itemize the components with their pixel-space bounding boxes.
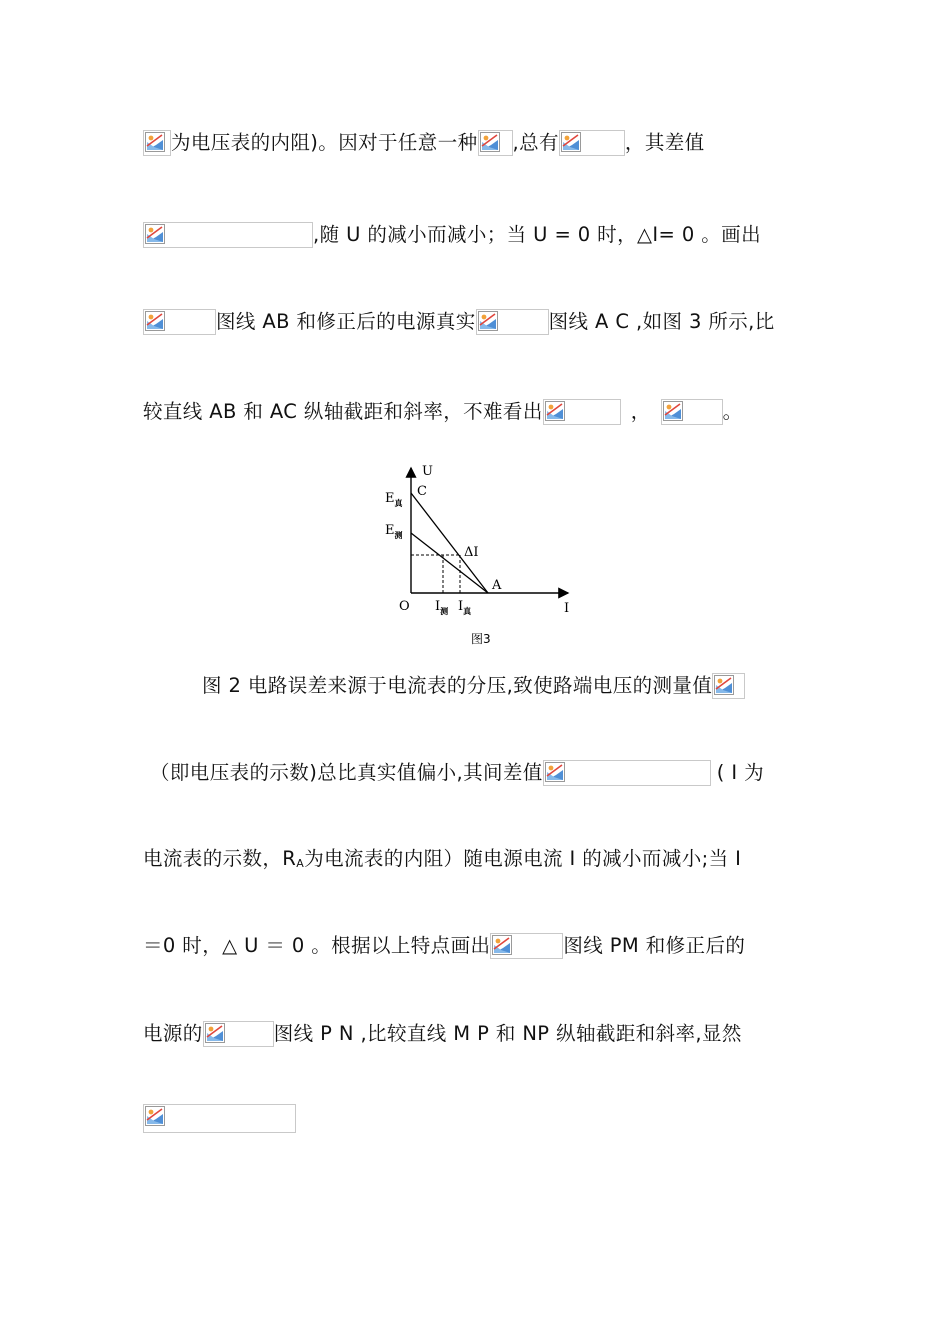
broken-image-icon	[145, 132, 165, 152]
line-text: 较直线 AB 和 AC 纵轴截距和斜率，不难看出	[143, 399, 543, 423]
line-text: 图线 PM 和修正后的	[563, 933, 746, 957]
line-text: 电源的	[143, 1021, 203, 1045]
text-line-9	[143, 1018, 742, 1048]
inline-image	[143, 222, 313, 248]
broken-image-icon	[145, 1106, 165, 1126]
line-text: 图线 P N ,比较直线 M P 和 NP 纵轴截距和斜率,显然	[273, 1021, 742, 1045]
inline-image	[143, 1104, 296, 1133]
e-true-label: $E_真$	[385, 491, 403, 508]
line-text: 图线 AB 和修正后的电源真实	[216, 309, 476, 333]
broken-image-icon	[545, 762, 565, 782]
broken-image-icon	[663, 401, 683, 421]
line-text: 电流表的示数，$R_A$为电流表的内阻）随电源电流 I 的减小而减小;当 I	[143, 847, 742, 870]
broken-image-icon	[492, 935, 512, 955]
line-text: ，其差值	[624, 130, 705, 154]
text-line-2	[143, 219, 761, 249]
inline-image	[661, 399, 723, 425]
inline-image	[490, 933, 563, 959]
broken-image-icon	[480, 132, 500, 152]
inline-image	[478, 130, 513, 156]
broken-image-icon	[205, 1023, 225, 1043]
text-line-5	[202, 670, 745, 700]
i-meas-label: $I_测$	[435, 599, 449, 616]
text-line-3	[143, 306, 775, 336]
inline-image	[203, 1021, 274, 1047]
axis-u-label: U	[422, 464, 433, 479]
text-line-4	[143, 396, 743, 426]
line-text: ,总有	[512, 130, 559, 154]
broken-image-icon	[145, 311, 165, 331]
delta-i-label: ΔI	[464, 545, 479, 560]
text-line-8	[143, 930, 745, 960]
e-meas-label: $E_测$	[385, 523, 403, 540]
line-text: ＝0 时，△ U ＝ 0 。根据以上特点画出	[143, 933, 491, 957]
inline-image	[476, 309, 549, 335]
text-line-10	[143, 1103, 296, 1133]
inline-image	[543, 399, 621, 425]
line-text: 图线 A C ,如图 3 所示,比	[548, 309, 775, 333]
line-text: ,随 U 的减小而减小；当 U = 0 时，△I= 0 。画出	[313, 222, 761, 246]
broken-image-icon	[545, 401, 565, 421]
broken-image-icon	[478, 311, 498, 331]
line-text: 为电压表的内阻)。因对于任意一种	[171, 130, 478, 154]
figure-3	[380, 458, 580, 658]
u-i-graph	[380, 458, 580, 658]
broken-image-icon	[561, 132, 581, 152]
point-c-label: C	[417, 484, 427, 499]
text-line-1	[143, 127, 705, 157]
figure-caption: 图3	[471, 632, 491, 646]
origin-label: O	[399, 599, 410, 614]
line-text: 。	[722, 399, 743, 423]
line-text: 图 2 电路误差来源于电流表的分压,致使路端电压的测量值	[202, 673, 713, 697]
line-text: （即电压表的示数)总比真实值偏小,其间差值	[150, 760, 543, 784]
text-line-7	[143, 844, 741, 874]
inline-image	[712, 673, 745, 699]
inline-image	[559, 130, 625, 156]
axis-i-label: I	[564, 601, 570, 616]
i-true-label: $I_真$	[458, 599, 472, 616]
inline-image	[143, 130, 171, 156]
line-ac	[411, 493, 488, 593]
broken-image-icon	[714, 675, 734, 695]
inline-image	[543, 760, 711, 786]
line-text: ( I 为	[716, 760, 764, 784]
broken-image-icon	[145, 224, 165, 244]
inline-image	[143, 309, 216, 335]
line-text: ，	[630, 399, 651, 423]
text-line-6	[150, 757, 764, 787]
point-a-label: A	[492, 578, 502, 593]
